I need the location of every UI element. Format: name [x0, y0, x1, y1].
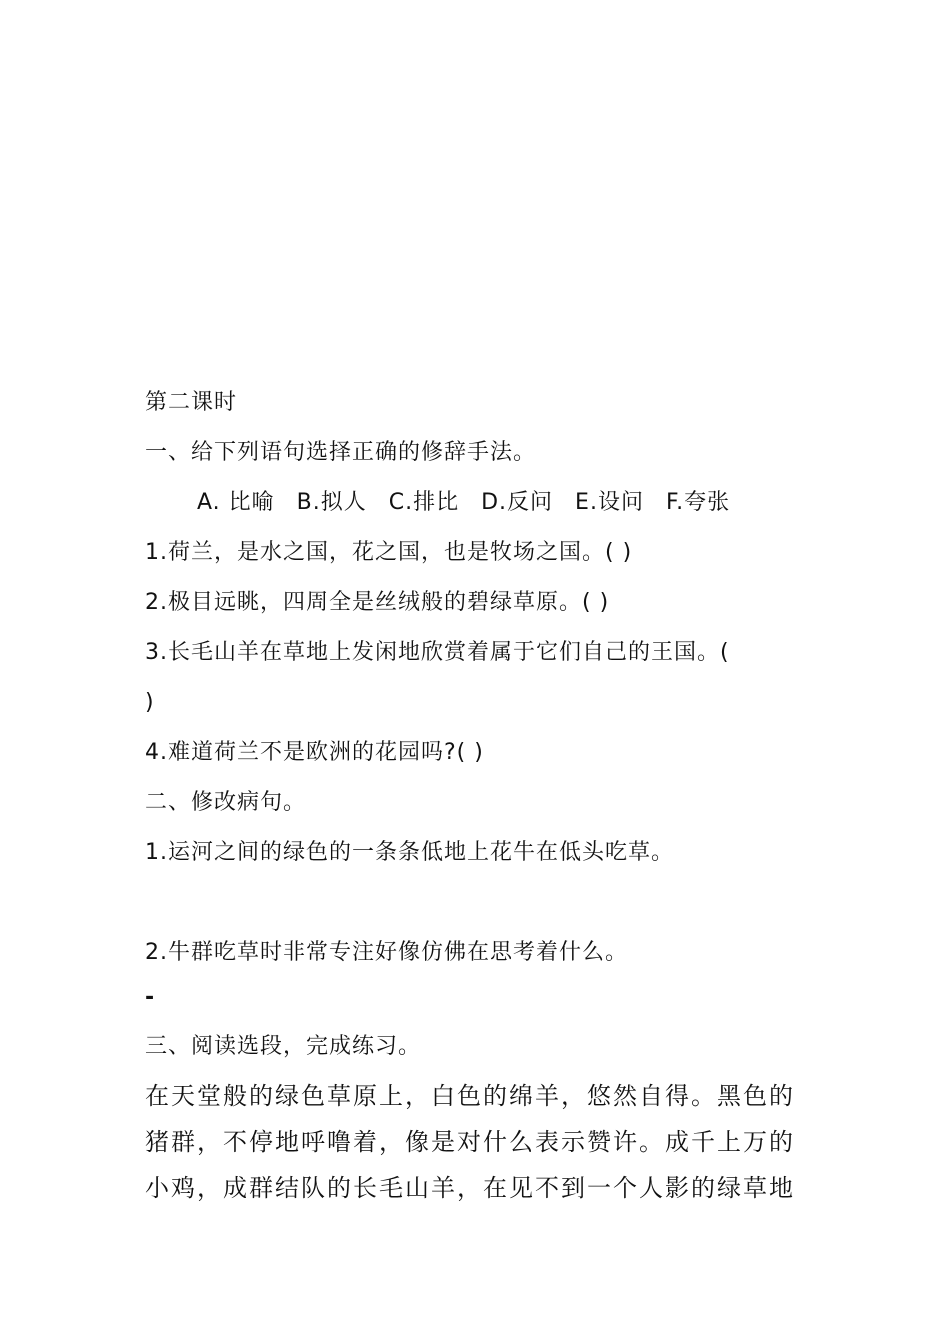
rhetoric-options	[145, 478, 810, 528]
option-c: C.排比	[388, 490, 460, 515]
question-2: 2.极目远眺，四周全是丝绒般的碧绿草原。( )	[145, 590, 610, 615]
section2-heading: 二、修改病句。	[145, 790, 307, 815]
answer-space-1	[145, 878, 810, 928]
question-3-continued: )	[145, 690, 155, 715]
answer-mark: -	[145, 985, 155, 1010]
question-1: 1.荷兰，是水之国，花之国，也是牧场之国。( )	[145, 540, 633, 565]
option-d: D.反问	[481, 490, 554, 515]
reading-passage: 在天堂般的绿色草原上，白色的绵羊，悠然自得。黑色的猪群，不停地呼噜着，像是对什么表示赞许。成千上万的小鸡，成群结队的长毛山羊，在见不到一个人影的绿草地	[145, 1082, 795, 1202]
correction-2: 2.牛群吃草时非常专注好像仿佛在思考着什么。	[145, 940, 628, 965]
option-f: F.夸张	[665, 490, 731, 515]
option-e: E.设问	[575, 490, 644, 515]
question-3: 3.长毛山羊在草地上发闲地欣赏着属于它们自己的王国。(	[145, 640, 730, 665]
correction-1: 1.运河之间的绿色的一条条低地上花牛在低头吃草。	[145, 840, 674, 865]
section3-heading: 三、阅读选段，完成练习。	[145, 1034, 422, 1059]
question-4: 4.难道荷兰不是欧洲的花园吗?( )	[145, 740, 484, 765]
option-a: A. 比喻	[197, 490, 275, 515]
section1-heading: 一、给下列语句选择正确的修辞手法。	[145, 440, 537, 465]
option-b: B.拟人	[296, 490, 367, 515]
document-content	[145, 378, 810, 1211]
lesson-title: 第二课时	[145, 390, 238, 415]
